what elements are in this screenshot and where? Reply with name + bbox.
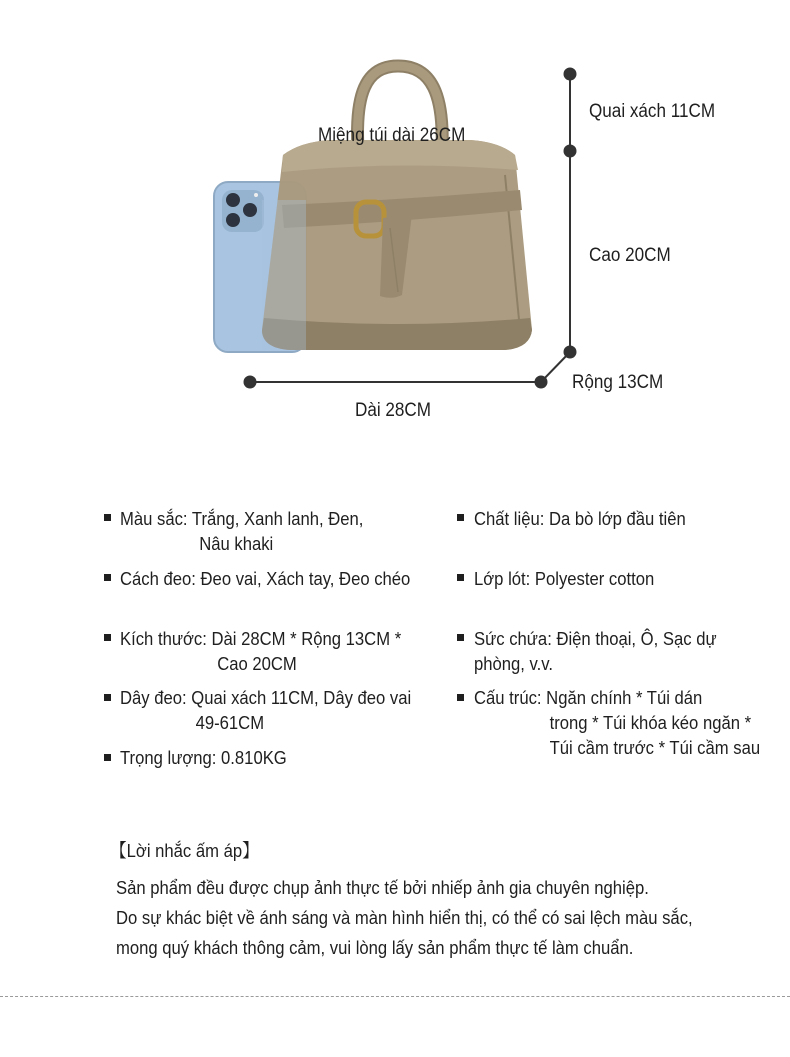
spec-weight: Trọng lượng: 0.810KG [120,747,287,768]
bullet-icon [104,754,111,761]
spec-strap: Dây đeo: Quai xách 11CM, Dây đeo vai 49-61CM [120,687,412,733]
dim-dot-right [536,377,547,388]
note-line: Sản phẩm đều được chụp ảnh thực tế bởi nhiếp ảnh gia chuyên nghiệp. [116,877,649,898]
spec-wear: Cách đeo: Đeo vai, Xách tay, Đeo chéo [120,568,411,589]
bullet-icon [457,574,464,581]
bullet-icon [104,634,111,641]
note-line: Do sự khác biệt về ánh sáng và màn hình hiển thị, có thể có sai lệch màu sắc, [116,907,693,928]
note-line: mong quý khách thông cảm, vui lòng lấy sản phẩm thực tế làm chuẩn. [116,937,634,958]
spec-capacity: Sức chứa: Điện thoại, Ô, Sạc dự phòng, v.v. [474,628,717,674]
spec-material: Chất liệu: Da bò lớp đầu tiên [474,508,686,529]
dim-dot-bottom [565,347,576,358]
height-label: Cao 20CM [589,245,671,266]
spec-color: Màu sắc: Trắng, Xanh lanh, Đen, Nâu khaki [120,508,364,554]
dim-dot-mid [565,146,576,157]
dashed-divider [0,996,790,997]
spec-size: Kích thước: Dài 28CM * Rộng 13CM * Cao 20CM [120,628,402,674]
bullet-icon [457,514,464,521]
product-figure [0,0,790,440]
mouth-length-label: Miệng túi dài 26CM [318,125,466,146]
length-label: Dài 28CM [355,400,432,421]
dim-dot-left [245,377,256,388]
note-title: 【Lời nhắc ấm áp】 [110,840,259,861]
spec-lining: Lớp lót: Polyester cotton [474,568,655,589]
bullet-icon [104,514,111,521]
bullet-icon [457,634,464,641]
dim-dot-top [565,69,576,80]
width-label: Rộng 13CM [572,372,664,393]
handle-length-label: Quai xách 11CM [589,101,716,122]
bullet-icon [104,694,111,701]
spec-structure: Cấu trúc: Ngăn chính * Túi dán trong * Túi khóa kéo ngăn * Túi cầm trước * Túi cầm sau [474,687,761,758]
bullet-icon [457,694,464,701]
bullet-icon [104,574,111,581]
note-body [116,873,757,963]
